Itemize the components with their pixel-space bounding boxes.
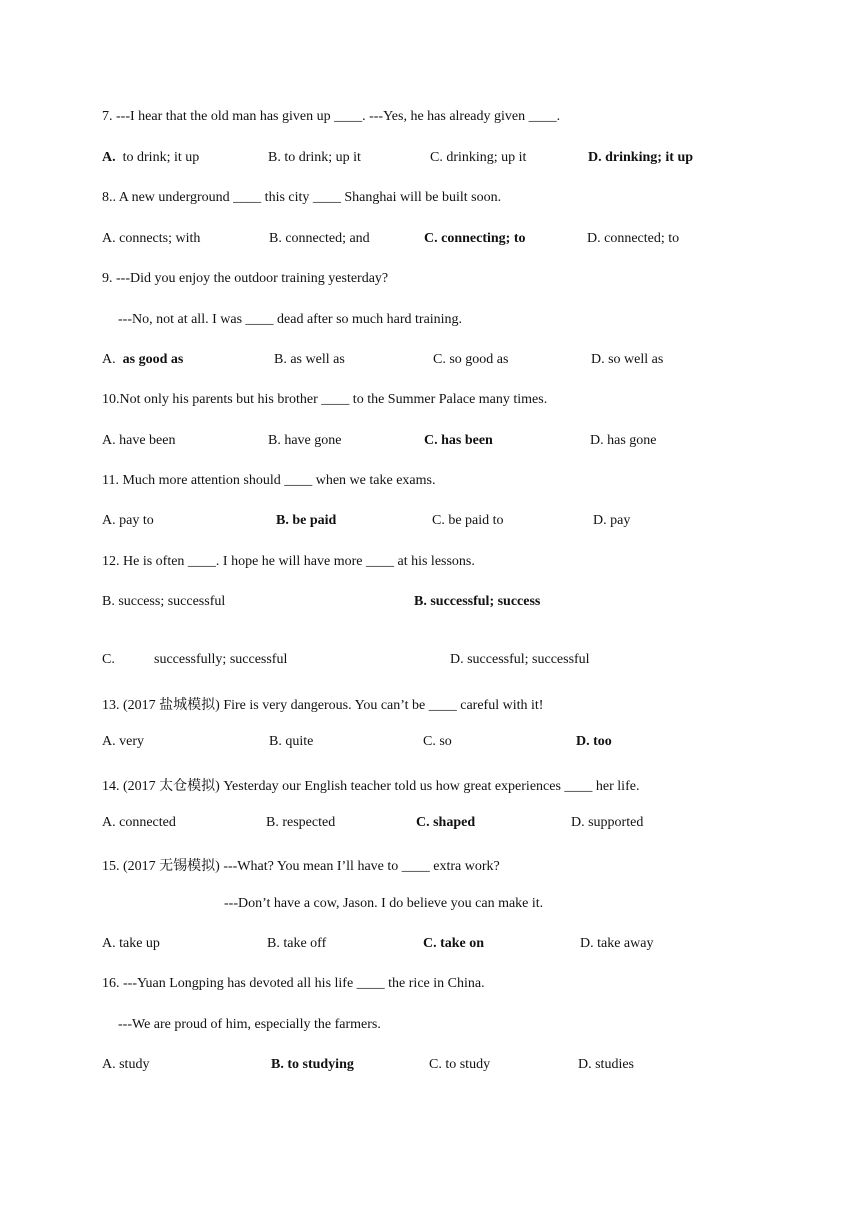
q13-option-d-answer: D. too: [576, 734, 612, 749]
q16-option-c: C. to study: [429, 1057, 491, 1072]
question-12-text: 12. He is often ____. I hope he will have more ____ at his lessons.: [102, 554, 475, 569]
q14-option-c-answer: C. shaped: [416, 815, 476, 830]
q13-option-a: A. very: [102, 734, 144, 749]
q15-option-b: B. take off: [267, 936, 327, 951]
q9-option-a-label: A.: [102, 352, 116, 367]
q12-option-b-answer: B. successful; success: [414, 594, 541, 609]
q7-option-a-text: to drink; it up: [122, 150, 200, 165]
q15-option-a: A. take up: [102, 936, 160, 951]
q8-option-a: A. connects; with: [102, 231, 201, 246]
question-7-text: 7. ---I hear that the old man has given up ____. ---Yes, he has already given ____.: [102, 109, 561, 124]
q10-option-d: D. has gone: [590, 433, 657, 448]
q14-option-b: B. respected: [266, 815, 336, 830]
question-10-text: 10.Not only his parents but his brother ____ to the Summer Palace many times.: [102, 392, 548, 407]
q16-option-d: D. studies: [578, 1057, 634, 1072]
question-8-text: 8.. A new underground ____ this city ____ Shanghai will be built soon.: [102, 190, 502, 205]
q7-option-c: C. drinking; up it: [430, 150, 527, 165]
q12-option-c-label: C.: [102, 652, 115, 667]
q16-option-b-answer: B. to studying: [271, 1057, 354, 1072]
q7-option-d-answer: D. drinking; it up: [588, 150, 694, 165]
q13-option-b: B. quite: [269, 734, 314, 749]
q9-option-a: [102, 352, 183, 368]
question-15-reply: ---Don’t have a cow, Jason. I do believe you can make it.: [224, 896, 544, 911]
q15-option-c-answer: C. take on: [423, 936, 485, 951]
question-16-reply: ---We are proud of him, especially the farmers.: [118, 1017, 381, 1032]
q12-option-c-text: successfully; successful: [154, 652, 288, 667]
q10-option-a: A. have been: [102, 433, 176, 448]
q12-option-b-first: B. success; successful: [102, 594, 226, 609]
question-11-text: 11. Much more attention should ____ when we take exams.: [102, 473, 436, 488]
q7-option-b: B. to drink; up it: [268, 150, 361, 165]
q16-option-a: A. study: [102, 1057, 150, 1072]
q9-option-c: C. so good as: [433, 352, 509, 367]
question-15-text: 15. (2017 无锡模拟) ---What? You mean I’ll have to ____ extra work?: [102, 859, 500, 874]
q11-option-c: C. be paid to: [432, 513, 504, 528]
q15-option-d: D. take away: [580, 936, 654, 951]
question-9-text: 9. ---Did you enjoy the outdoor training yesterday?: [102, 271, 389, 286]
q9-option-d: D. so well as: [591, 352, 664, 367]
question-14-text: 14. (2017 太仓模拟) Yesterday our English teacher told us how great experiences ____ her life.: [102, 779, 640, 794]
q14-option-d: D. supported: [571, 815, 644, 830]
q8-option-c-answer: C. connecting; to: [424, 231, 526, 246]
question-13-text: 13. (2017 盐城模拟) Fire is very dangerous. You can’t be ____ careful with it!: [102, 698, 544, 713]
question-9-reply: ---No, not at all. I was ____ dead after so much hard training.: [118, 312, 463, 327]
q10-option-c-answer: C. has been: [424, 433, 493, 448]
question-16-text: 16. ---Yuan Longping has devoted all his life ____ the rice in China.: [102, 976, 485, 991]
q7-option-a: [102, 150, 199, 166]
q14-option-a: A. connected: [102, 815, 176, 830]
q11-option-a: A. pay to: [102, 513, 154, 528]
q13-option-c: C. so: [423, 734, 452, 749]
q8-option-d: D. connected; to: [587, 231, 680, 246]
q8-option-b: B. connected; and: [269, 231, 370, 246]
q12-option-d: D. successful; successful: [450, 652, 590, 667]
q9-option-b: B. as well as: [274, 352, 345, 367]
q11-option-d: D. pay: [593, 513, 631, 528]
q11-option-b-answer: B. be paid: [276, 513, 337, 528]
q10-option-b: B. have gone: [268, 433, 342, 448]
q7-option-a-label: A.: [102, 150, 116, 165]
q9-option-a-answer: as good as: [122, 352, 184, 367]
